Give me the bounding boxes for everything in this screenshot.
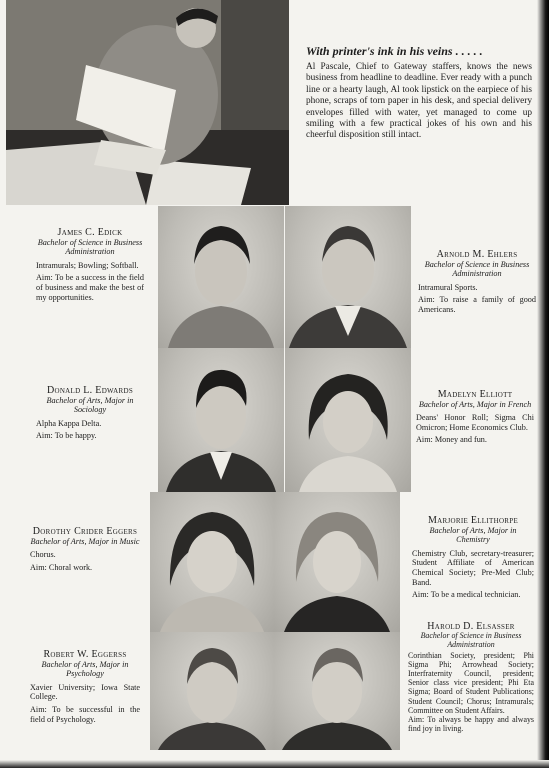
- senior-degree: Bachelor of Science in Business Administration: [420, 631, 522, 650]
- bio-harold-elsasser: [408, 622, 534, 733]
- senior-activities: Deans' Honor Roll; Sigma Chi Omicron; Home Economics Club.: [416, 413, 534, 432]
- feature-caption-text: Al Pascale, Chief to Gateway staffers, knows the news business from headline to deadline. Ever ready with a punch line or a hearty laugh, Al took lipstick on the earpiece of his phone, scraps of torn paper in his desk, and special delivery envelopes filled with water, yet managed to come up smiling with a few practical jokes of his own and his cheerful disposition still intact.: [306, 62, 532, 141]
- senior-aim: Aim: To be successful in the field of Psychology.: [30, 704, 140, 724]
- page-bottom-shadow: [0, 760, 549, 768]
- senior-aim: Aim: To always be happy and always find joy in living.: [408, 715, 534, 734]
- senior-activities: Chorus.: [30, 550, 56, 560]
- senior-name: Madelyn Elliott: [437, 389, 513, 400]
- senior-name: Donald L. Edwards: [46, 385, 134, 396]
- senior-degree: Bachelor of Arts, Major in Music: [30, 536, 140, 546]
- bio-james-edick: [36, 228, 144, 302]
- senior-aim: Aim: To be a medical technician.: [412, 590, 521, 600]
- page-edge-shadow: [537, 0, 549, 768]
- portrait-donald-edwards: [158, 348, 284, 492]
- portrait-dorothy-eggers: [150, 492, 274, 632]
- senior-activities: Chemistry Club, secretary-treasurer; Student Affiliate of American Chemical Society; Pre-Med Club; Band.: [412, 548, 534, 587]
- senior-aim: Aim: Choral work.: [30, 562, 93, 572]
- senior-activities: Xavier University; Iowa State College.: [30, 682, 140, 702]
- bio-dorothy-eggers: [30, 527, 140, 572]
- senior-degree: Bachelor of Arts, Major in Psychology: [41, 659, 129, 679]
- senior-activities: Corinthian Society, president; Phi Sigma Phi; Arrowhead Society; Interfraternity Council, president; Senior class vice president; Phi Eta Sigma; Board of Student Publications; Student Council; Chorus; Intramurals; Committee on Student Affairs.: [408, 650, 534, 715]
- senior-name: Marjorie Ellithorpe: [427, 515, 519, 526]
- senior-aim: Aim: To raise a family of good Americans.: [418, 295, 536, 314]
- bio-robert-eggerss: [30, 650, 140, 724]
- senior-degree: Bachelor of Arts, Major in Chemistry: [429, 525, 517, 545]
- senior-degree: Bachelor of Arts, Major in French: [418, 399, 532, 409]
- portrait-james-edick: [158, 206, 284, 348]
- portrait-arnold-ehlers: [285, 206, 411, 348]
- bio-donald-edwards: [36, 386, 144, 441]
- portrait-robert-eggerss: [150, 632, 274, 750]
- senior-aim: Aim: Money and fun.: [416, 435, 487, 445]
- senior-degree: Bachelor of Science in Business Administration: [37, 237, 143, 257]
- bio-madelyn-elliott: [416, 390, 534, 445]
- senior-activities: Intramural Sports.: [418, 282, 478, 292]
- senior-aim: Aim: To be happy.: [36, 431, 97, 441]
- portrait-marjorie-ellithorpe: [274, 492, 400, 632]
- senior-name: James C. Edick: [57, 227, 123, 238]
- senior-name: Harold D. Elsasser: [427, 621, 515, 632]
- senior-degree: Bachelor of Arts, Major in Sociology: [46, 395, 134, 415]
- senior-degree: Bachelor of Science in Business Administration: [424, 259, 530, 279]
- senior-activities: Intramurals; Bowling; Softball.: [36, 260, 139, 270]
- senior-name: Dorothy Crider Eggers: [32, 526, 138, 537]
- bio-arnold-ehlers: [418, 250, 536, 315]
- bio-marjorie-ellithorpe: [412, 516, 534, 600]
- senior-name: Robert W. Eggerss: [43, 649, 127, 660]
- senior-aim: Aim: To be a success in the field of business and make the best of my opportunities.: [36, 273, 144, 302]
- feature-caption-title: With printer's ink in his veins . . . . .: [306, 44, 483, 58]
- portrait-madelyn-elliott: [285, 348, 411, 492]
- portrait-harold-elsasser: [274, 632, 400, 750]
- senior-activities: Alpha Kappa Delta.: [36, 418, 102, 428]
- senior-name: Arnold M. Ehlers: [436, 249, 518, 260]
- feature-photo-editor-reading: [6, 0, 289, 205]
